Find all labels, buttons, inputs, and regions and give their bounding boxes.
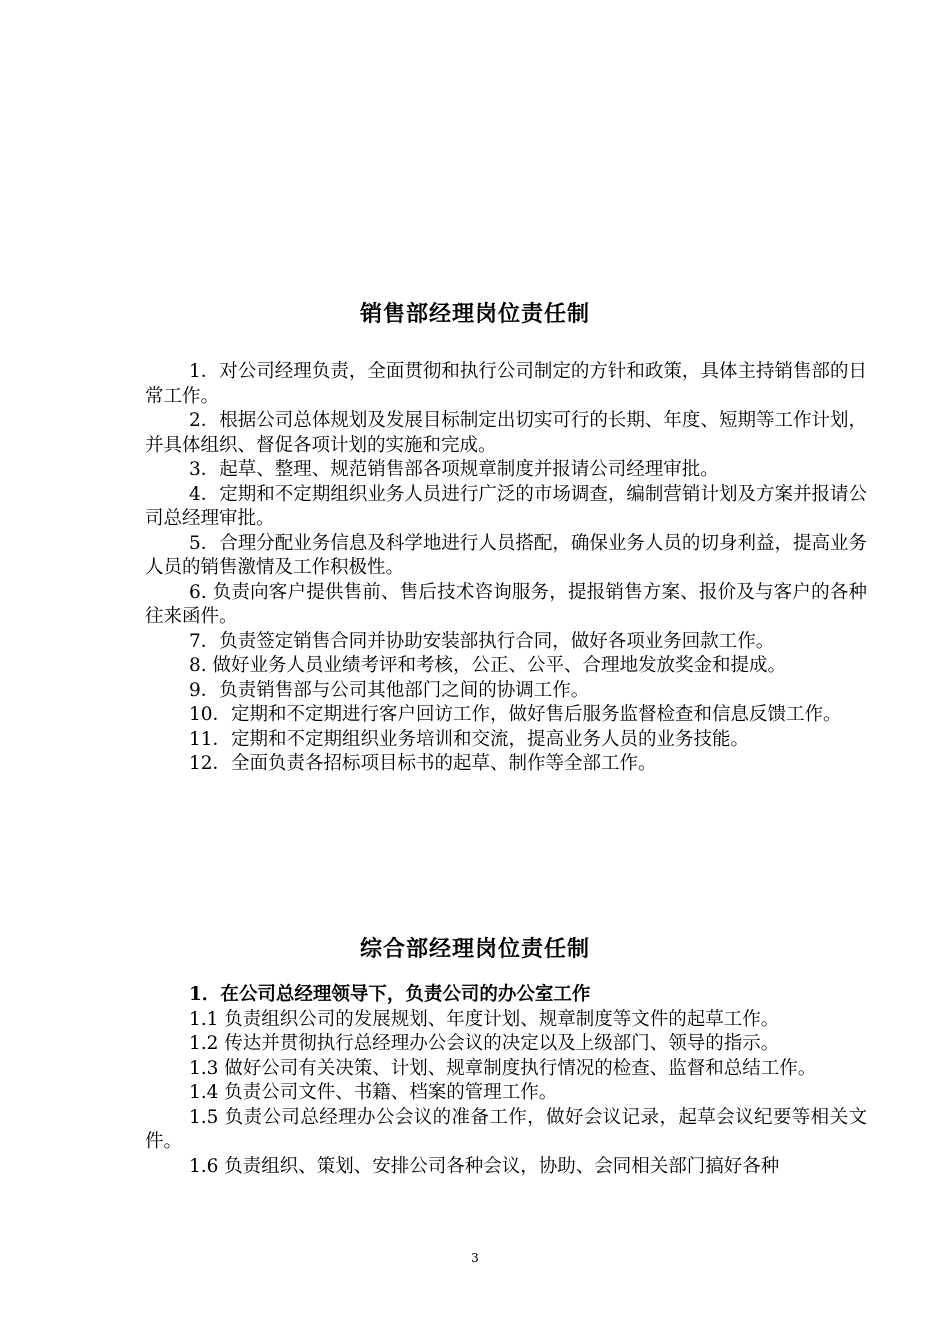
sales-manager-duties xyxy=(145,360,867,777)
duty-paragraph: 10．定期和不定期进行客户回访工作，做好售后服务监督检查和信息反馈工作。 xyxy=(189,704,842,725)
page-number: 3 xyxy=(471,1251,479,1265)
duty-paragraph: 1.2 传达并贯彻执行总经理办公会议的决定以及上级部门、领导的指示。 xyxy=(189,1033,780,1054)
duty-paragraph: 7．负责签定销售合同并协助安装部执行合同，做好各项业务回款工作。 xyxy=(189,630,775,652)
duty-paragraph: 1.4 负责公司文件、书籍、档案的管理工作。 xyxy=(189,1082,558,1103)
duty-paragraph: 1.5 负责公司总经理办公会议的准备工作，做好会议记录，起草会议纪要等相关文件。 xyxy=(145,1106,867,1152)
general-dept-manager-duties xyxy=(145,983,867,1179)
duty-paragraph: 1.6 负责组织、策划、安排公司各种会议，协助、会同相关部门搞好各种 xyxy=(189,1155,780,1177)
duty-paragraph: 1.1 负责组织公司的发展规划、年度计划、规章制度等文件的起草工作。 xyxy=(189,1008,780,1030)
duty-paragraph: 12．全面负责各招标项目标书的起草、制作等全部工作。 xyxy=(189,753,657,774)
duty-heading: 1．在公司总经理领导下，负责公司的办公室工作 xyxy=(189,984,591,1005)
duty-paragraph: 9．负责销售部与公司其他部门之间的协调工作。 xyxy=(189,679,590,701)
duty-paragraph: 11．定期和不定期组织业务培训和交流，提高业务人员的业务技能。 xyxy=(189,728,750,750)
duty-paragraph: 8. 做好业务人员业绩考评和考核，公正、公平、合理地发放奖金和提成。 xyxy=(189,655,787,676)
duty-paragraph: 2．根据公司总体规划及发展目标制定出切实可行的长期、年度、短期等工作计划，并具体组织、督促各项计划的实施和完成。 xyxy=(145,410,867,456)
duty-paragraph: 1.3 做好公司有关决策、计划、规章制度执行情况的检查、监督和总结工作。 xyxy=(189,1057,817,1079)
duty-paragraph: 5．合理分配业务信息及科学地进行人员搭配，确保业务人员的切身利益，提高业务人员的销售激情及工作积极性。 xyxy=(145,532,867,578)
section-title-sales-manager: 销售部经理岗位责任制 xyxy=(359,302,590,327)
duty-paragraph: 6. 负责向客户提供售前、售后技术咨询服务，提报销售方案、报价及与客户的各种往来函件。 xyxy=(145,581,867,627)
duty-paragraph: 4．定期和不定期组织业务人员进行广泛的市场调查，编制营销计划及方案并报请公司总经理审批。 xyxy=(145,483,867,529)
duty-paragraph: 3．起草、整理、规范销售部各项规章制度并报请公司经理审批。 xyxy=(189,459,719,480)
section-title-general-manager: 综合部经理岗位责任制 xyxy=(359,937,590,962)
duty-paragraph: 1．对公司经理负责，全面贯彻和执行公司制定的方针和政策，具体主持销售部的日常工作。 xyxy=(145,361,867,407)
